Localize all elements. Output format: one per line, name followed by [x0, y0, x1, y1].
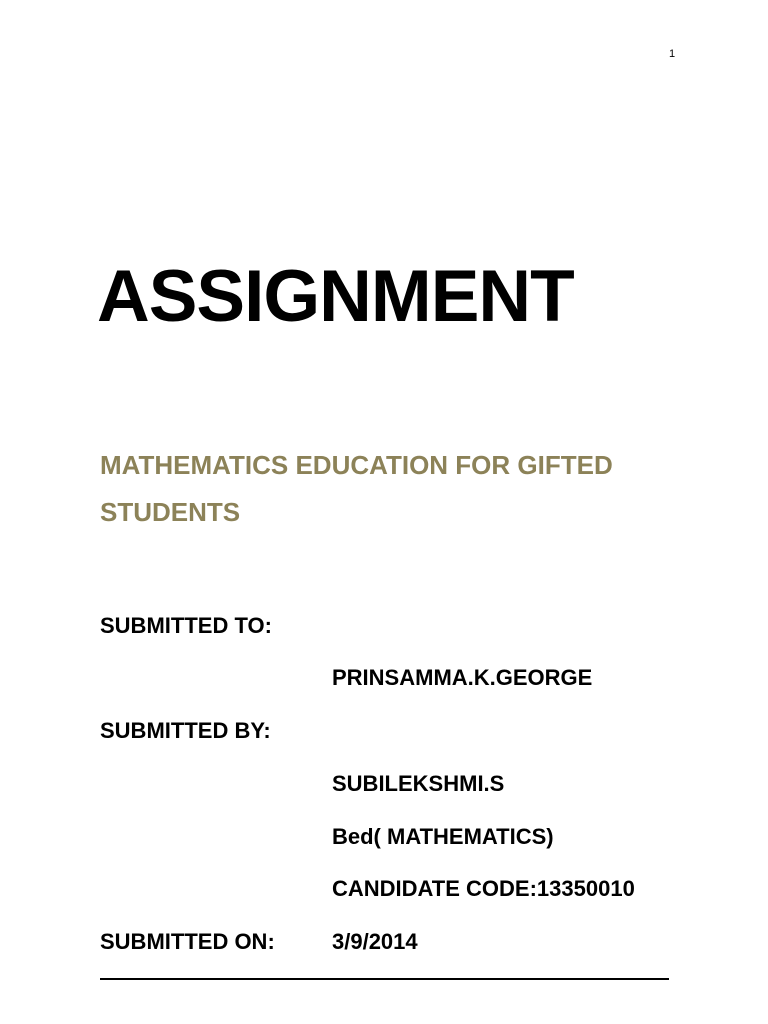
submitted-by-course: Bed( MATHEMATICS): [332, 824, 554, 849]
submitted-on-label: SUBMITTED ON:: [100, 929, 275, 954]
submitted-by-name: SUBILEKSHMI.S: [332, 771, 505, 796]
bottom-divider: [100, 978, 669, 980]
submitted-to-name: PRINSAMMA.K.GEORGE: [332, 665, 593, 690]
subtitle-line-1: MATHEMATICS EDUCATION FOR GIFTED: [100, 450, 613, 480]
assignment-title: ASSIGNMENT: [97, 256, 574, 337]
assignment-subtitle: [100, 442, 680, 536]
submitted-by-label: SUBMITTED BY:: [100, 718, 271, 743]
subtitle-line-2: STUDENTS: [100, 497, 241, 527]
page-number: 1: [669, 48, 676, 60]
submitted-on-date: 3/9/2014: [332, 929, 418, 954]
submitted-to-label: SUBMITTED TO:: [100, 613, 272, 638]
candidate-code: CANDIDATE CODE:13350010: [332, 876, 635, 901]
